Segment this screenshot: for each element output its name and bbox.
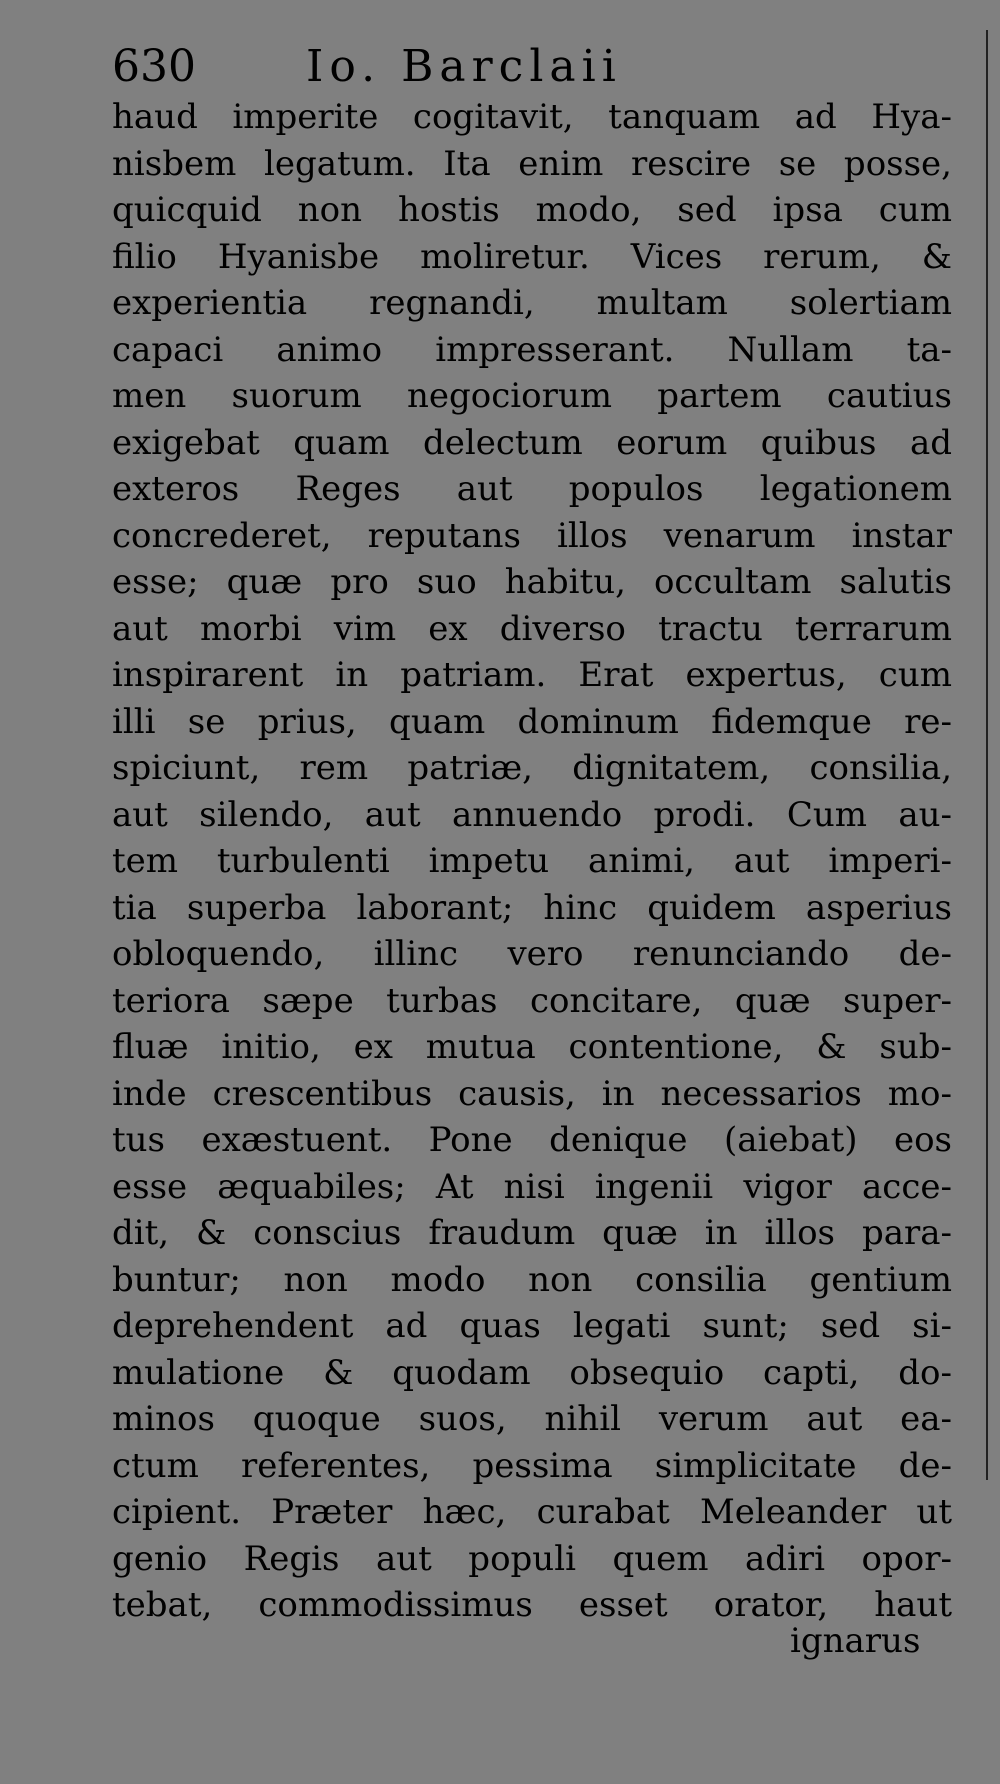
text-line: exteros Reges aut populos legationem — [112, 469, 952, 509]
page-number: 630 — [112, 41, 196, 92]
text-line: inde crescentibus causis, in necessarios mo- — [112, 1073, 952, 1114]
text-line: esse; quæ pro suo habitu, occultam salutis — [112, 562, 952, 602]
text-line: deprehendent ad quas legati sunt; sed si- — [112, 1306, 952, 1346]
body-text — [112, 94, 952, 1629]
text-line: dit, & conscius fraudum quæ in illos para- — [112, 1213, 952, 1253]
text-line: inspirarent in patriam. Erat expertus, cum — [112, 655, 952, 695]
text-line: capaci animo impresserant. Nullam ta- — [112, 329, 952, 370]
text-line: filio Hyanisbe moliretur. Vices rerum, & — [112, 236, 952, 277]
text-line: exigebat quam delectum eorum quibus ad — [112, 422, 952, 463]
text-line: concrederet, reputans illos venarum instar — [112, 515, 952, 556]
text-line: men suorum negociorum partem cautius — [112, 376, 952, 416]
text-line: haud imperite cogitavit, tanquam ad Hya- — [112, 97, 952, 137]
text-line: nisbem legatum. Ita enim rescire se posse, — [112, 143, 952, 184]
text-line: tebat, commodissimus esset orator, haut — [112, 1585, 952, 1625]
running-title: Io. Barclaii — [306, 41, 622, 92]
text-line: aut morbi vim ex diverso tractu terrarum — [112, 608, 952, 649]
text-line: illi se prius, quam dominum fidemque re- — [112, 701, 952, 742]
scan-edge-line — [986, 30, 988, 1480]
text-line: minos quoque suos, nihil verum aut ea- — [112, 1399, 952, 1439]
text-line: tus exæstuent. Pone denique (aiebat) eos — [112, 1120, 952, 1160]
text-line: aut silendo, aut annuendo prodi. Cum au- — [112, 794, 952, 835]
text-line: buntur; non modo non consilia gentium — [112, 1259, 952, 1300]
text-line: tia superba laborant; hinc quidem asperius — [112, 887, 952, 928]
text-line: fluæ initio, ex mutua contentione, & sub- — [112, 1027, 952, 1067]
text-line: cipient. Præter hæc, curabat Meleander ut — [112, 1492, 952, 1532]
text-line: obloquendo, illinc vero renunciando de- — [112, 934, 952, 974]
text-line: quicquid non hostis modo, sed ipsa cum — [112, 190, 952, 230]
text-line: ctum referentes, pessima simplicitate de- — [112, 1445, 952, 1486]
page-header — [112, 36, 732, 98]
text-line: mulatione & quodam obsequio capti, do- — [112, 1352, 952, 1393]
text-line: teriora sæpe turbas concitare, quæ super- — [112, 980, 952, 1021]
text-line: esse æquabiles; At nisi ingenii vigor acce- — [112, 1166, 952, 1207]
text-line: experientia regnandi, multam solertiam — [112, 283, 952, 323]
text-line: tem turbulenti impetu animi, aut imperi- — [112, 841, 952, 881]
text-line: genio Regis aut populi quem adiri opor- — [112, 1538, 952, 1579]
catchword: ignarus — [790, 1621, 921, 1661]
text-line: spiciunt, rem patriæ, dignitatem, consilia, — [112, 748, 952, 788]
